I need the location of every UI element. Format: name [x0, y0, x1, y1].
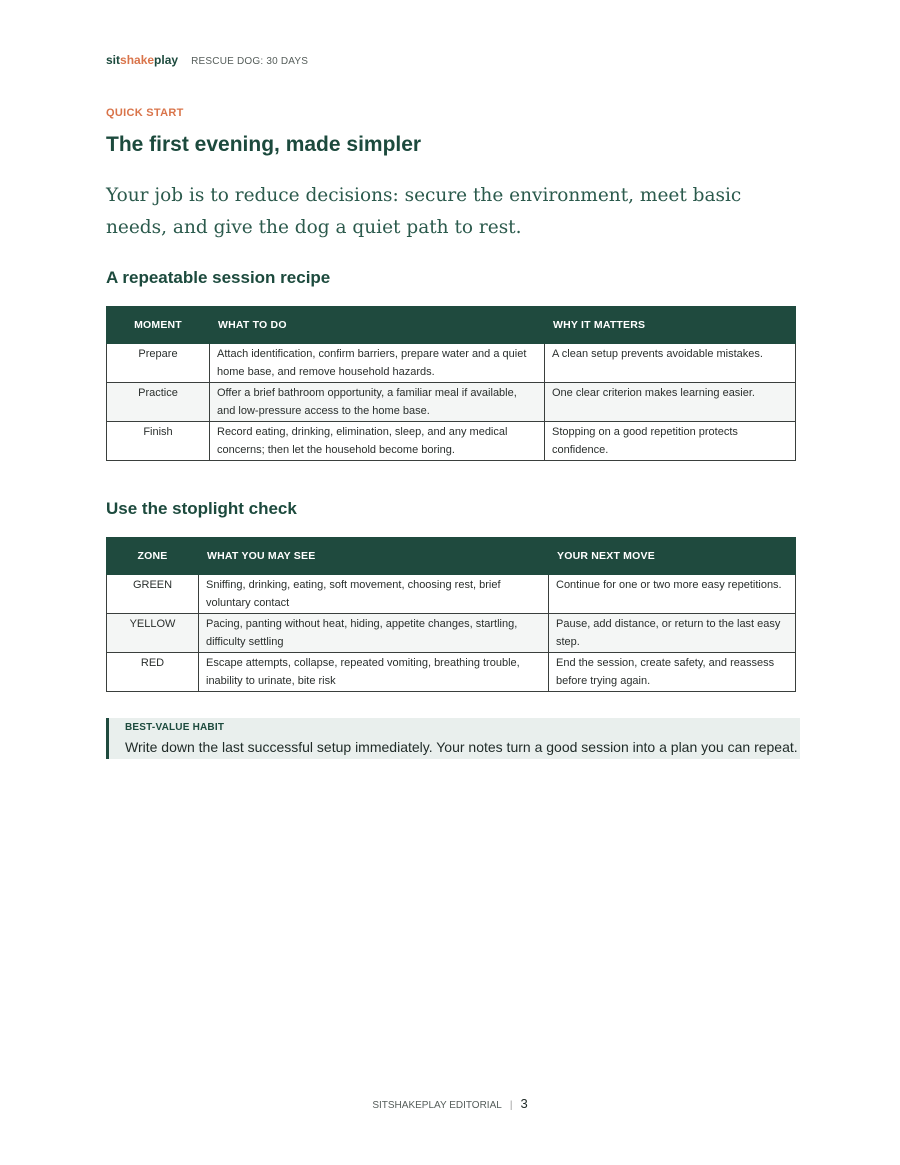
what-to-do-cell: Offer a brief bathroom opportunity, a familiar meal if available, and low-pressure access to the home base. — [210, 383, 545, 422]
footer-publisher: SITSHAKEPLAY EDITORIAL — [372, 1100, 502, 1111]
column-header-why-it-matters: WHY IT MATTERS — [545, 307, 796, 344]
zone-cell: RED — [107, 653, 199, 692]
moment-cell: Practice — [107, 383, 210, 422]
table-header-row — [107, 307, 796, 344]
header-section-label: RESCUE DOG: 30 DAYS — [191, 56, 309, 67]
table-row — [107, 383, 796, 422]
why-it-matters-cell: Stopping on a good repetition protects confidence. — [545, 422, 796, 461]
brand-wordmark: sitshakeplay — [106, 53, 179, 67]
table-row — [107, 575, 796, 614]
next-move-cell: End the session, create safety, and reassess before trying again. — [549, 653, 796, 692]
recipe-heading: A repeatable session recipe — [106, 268, 331, 287]
next-move-cell: Pause, add distance, or return to the last easy step. — [549, 614, 796, 653]
table-row — [107, 653, 796, 692]
column-header-your-next-move: YOUR NEXT MOVE — [549, 538, 796, 575]
why-it-matters-cell: One clear criterion makes learning easier. — [545, 383, 796, 422]
page-footer — [0, 1096, 900, 1111]
what-to-do-cell: Attach identification, confirm barriers, prepare water and a quiet home base, and remove household hazards. — [210, 344, 545, 383]
what-you-may-see-cell: Pacing, panting without heat, hiding, appetite changes, startling, difficulty settling — [199, 614, 549, 653]
column-header-moment: MOMENT — [107, 307, 210, 344]
page-title: The first evening, made simpler — [106, 133, 422, 156]
stoplight-heading: Use the stoplight check — [106, 499, 297, 518]
footer-separator: | — [509, 1100, 513, 1111]
column-header-what-you-may-see: WHAT YOU MAY SEE — [199, 538, 549, 575]
eyebrow-label: QUICK START — [106, 107, 184, 119]
column-header-what-to-do: WHAT TO DO — [210, 307, 545, 344]
next-move-cell: Continue for one or two more easy repetitions. — [549, 575, 796, 614]
column-header-zone: ZONE — [107, 538, 199, 575]
table-row — [107, 422, 796, 461]
table-header-row — [107, 538, 796, 575]
callout-label: BEST-VALUE HABIT — [125, 722, 225, 733]
zone-cell: YELLOW — [107, 614, 199, 653]
page-number: 3 — [520, 1096, 528, 1111]
what-you-may-see-cell: Sniffing, drinking, eating, soft movement, choosing rest, brief voluntary contact — [199, 575, 549, 614]
recipe-table — [106, 306, 796, 461]
lede-paragraph: Your job is to reduce decisions: secure the environment, meet basic needs, and give the dog a quiet path to rest. — [106, 185, 742, 238]
best-value-callout — [106, 718, 800, 759]
table-row — [107, 614, 796, 653]
what-to-do-cell: Record eating, drinking, elimination, sleep, and any medical concerns; then let the household become boring. — [210, 422, 545, 461]
moment-cell: Prepare — [107, 344, 210, 383]
callout-text: Write down the last successful setup immediately. Your notes turn a good session into a plan you can repeat. — [125, 739, 798, 755]
zone-cell: GREEN — [107, 575, 199, 614]
running-header — [106, 53, 308, 69]
moment-cell: Finish — [107, 422, 210, 461]
table-row — [107, 344, 796, 383]
what-you-may-see-cell: Escape attempts, collapse, repeated vomiting, breathing trouble, inability to urinate, bite risk — [199, 653, 549, 692]
why-it-matters-cell: A clean setup prevents avoidable mistakes. — [545, 344, 796, 383]
stoplight-table — [106, 537, 796, 692]
